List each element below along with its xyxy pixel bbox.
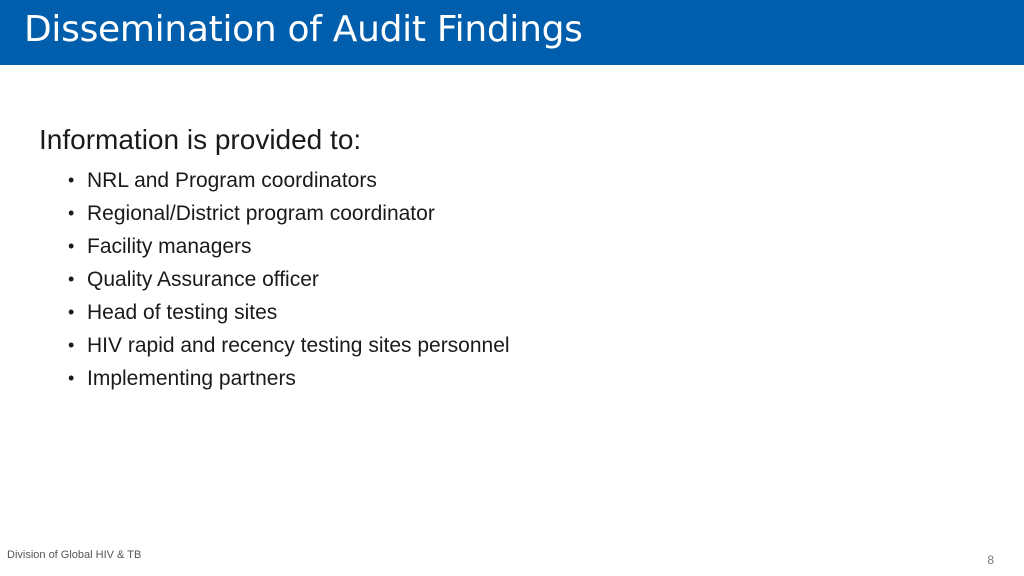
bullet-icon: • [68,170,75,190]
bullet-icon: • [68,368,75,388]
title-bar [0,0,1024,65]
list-item-text: NRL and Program coordinators [87,169,377,192]
list-item [68,263,939,296]
list-item-text: Head of testing sites [87,301,278,324]
slide-content [39,120,939,395]
slide-title: Dissemination of Audit Findings [24,9,583,50]
bullet-icon: • [68,203,75,223]
intro-text: Information is provided to: [39,124,362,155]
list-item [68,164,939,197]
page-number: 8 [987,553,994,567]
list-item [68,230,939,263]
list-item-text: Quality Assurance officer [87,268,319,291]
list-item-text: HIV rapid and recency testing sites personnel [87,334,510,357]
list-item [68,197,939,230]
list-item-text: Implementing partners [87,367,296,390]
bullet-icon: • [68,236,75,256]
bullet-icon: • [68,335,75,355]
list-item [68,329,939,362]
bullet-icon: • [68,302,75,322]
list-item [68,362,939,395]
bullet-icon: • [68,269,75,289]
list-item-text: Regional/District program coordinator [87,202,435,225]
bullet-list [39,164,939,395]
list-item [68,296,939,329]
footer-organization: Division of Global HIV & TB [7,549,142,561]
list-item-text: Facility managers [87,235,252,258]
